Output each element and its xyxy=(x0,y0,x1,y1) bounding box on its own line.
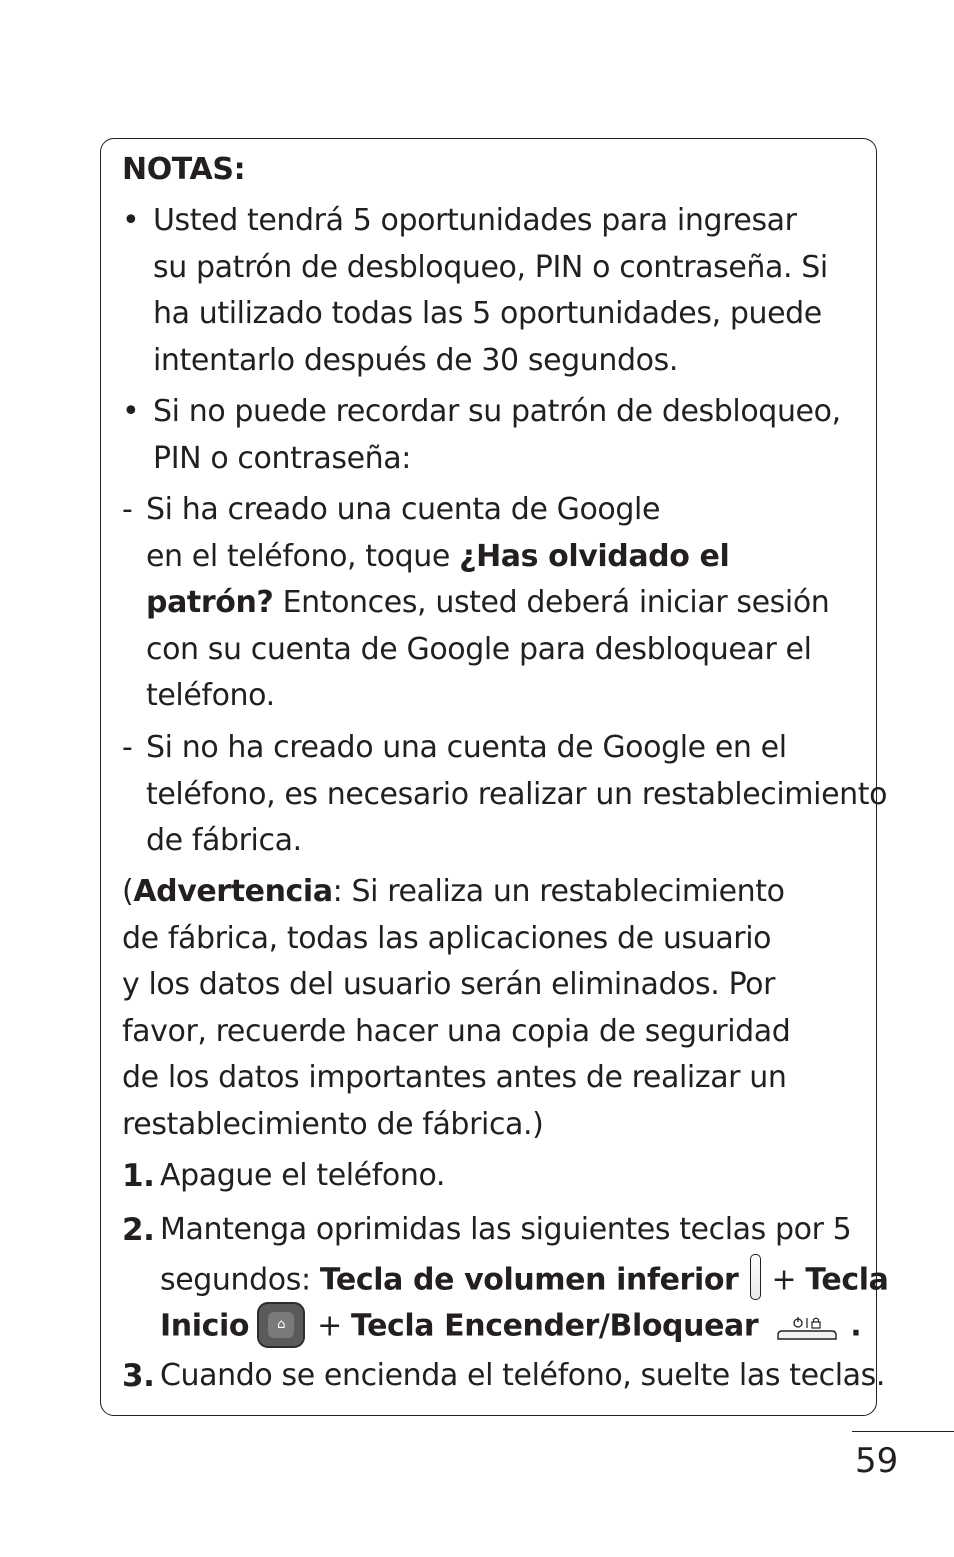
warning-text: : Si realiza un restablecimiento xyxy=(332,874,785,909)
dash1-line xyxy=(146,585,829,621)
dash1-text: en el teléfono, toque xyxy=(146,539,460,574)
step2-line xyxy=(160,1304,861,1350)
notes-heading: NOTAS: xyxy=(122,152,246,187)
page-rule xyxy=(852,1431,954,1432)
bullet1-line: Usted tendrá 5 oportunidades para ingresar xyxy=(153,203,797,238)
plus-sign: + xyxy=(771,1262,797,1298)
home-key-label: Inicio xyxy=(160,1308,250,1344)
dash-marker: - xyxy=(122,492,133,527)
warning-line xyxy=(122,874,785,910)
dash2-line: Si no ha creado una cuenta de Google en el xyxy=(146,730,787,765)
bullet-marker: • xyxy=(122,394,140,429)
plus-sign: + xyxy=(317,1308,342,1344)
step3-text: Cuando se encienda el teléfono, suelte las teclas. xyxy=(160,1358,886,1393)
dash1-line xyxy=(146,539,729,575)
step2-line: Mantenga oprimidas las siguientes teclas por 5 xyxy=(160,1212,852,1247)
dash1-text: Entonces, usted deberá iniciar sesión xyxy=(273,585,830,620)
step-number: 3. xyxy=(122,1358,155,1394)
warning-line: y los datos del usuario serán eliminados. Por xyxy=(122,967,776,1002)
step2-text: segundos: xyxy=(160,1262,320,1298)
warning-line: de los datos importantes antes de realizar un xyxy=(122,1060,787,1095)
dash2-line: teléfono, es necesario realizar un restablecimiento xyxy=(146,777,888,812)
forgot-pattern-label: patrón? xyxy=(146,585,274,620)
step-number: 1. xyxy=(122,1158,155,1194)
dash1-line: Si ha creado una cuenta de Google xyxy=(146,492,661,527)
page-number: 59 xyxy=(855,1441,899,1481)
dash1-line: con su cuenta de Google para desbloquear el xyxy=(146,632,812,667)
step2-period: . xyxy=(850,1308,862,1344)
bullet1-line: intentarlo después de 30 segundos. xyxy=(153,343,678,378)
step1-text: Apague el teléfono. xyxy=(160,1158,446,1193)
dash-marker: - xyxy=(122,730,133,765)
home-key-label: Tecla xyxy=(805,1262,889,1298)
volume-down-key-icon xyxy=(750,1254,761,1300)
step-number: 2. xyxy=(122,1212,155,1248)
volume-down-key-label: Tecla de volumen inferior xyxy=(319,1262,739,1298)
bullet-marker: • xyxy=(122,203,140,238)
dash1-line: teléfono. xyxy=(146,678,275,713)
power-lock-key-label: Tecla Encender/Bloquear xyxy=(350,1308,759,1344)
warning-line: favor, recuerde hacer una copia de seguridad xyxy=(122,1014,791,1049)
power-lock-key-icon xyxy=(776,1315,838,1343)
warning-label: Advertencia xyxy=(133,874,333,909)
bullet1-line: su patrón de desbloqueo, PIN o contraseña. Si xyxy=(153,250,828,285)
warning-line: de fábrica, todas las aplicaciones de usuario xyxy=(122,921,772,956)
warning-paren: ( xyxy=(122,874,134,909)
forgot-pattern-label: ¿Has olvidado el xyxy=(459,539,730,574)
step2-line xyxy=(160,1258,888,1304)
dash2-line: de fábrica. xyxy=(146,823,302,858)
bullet2-line: Si no puede recordar su patrón de desbloqueo, xyxy=(153,394,841,429)
home-key-icon: ⌂ xyxy=(257,1302,305,1348)
warning-line: restablecimiento de fábrica.) xyxy=(122,1107,544,1142)
bullet1-line: ha utilizado todas las 5 oportunidades, puede xyxy=(153,296,822,331)
bullet2-line: PIN o contraseña: xyxy=(153,441,411,476)
